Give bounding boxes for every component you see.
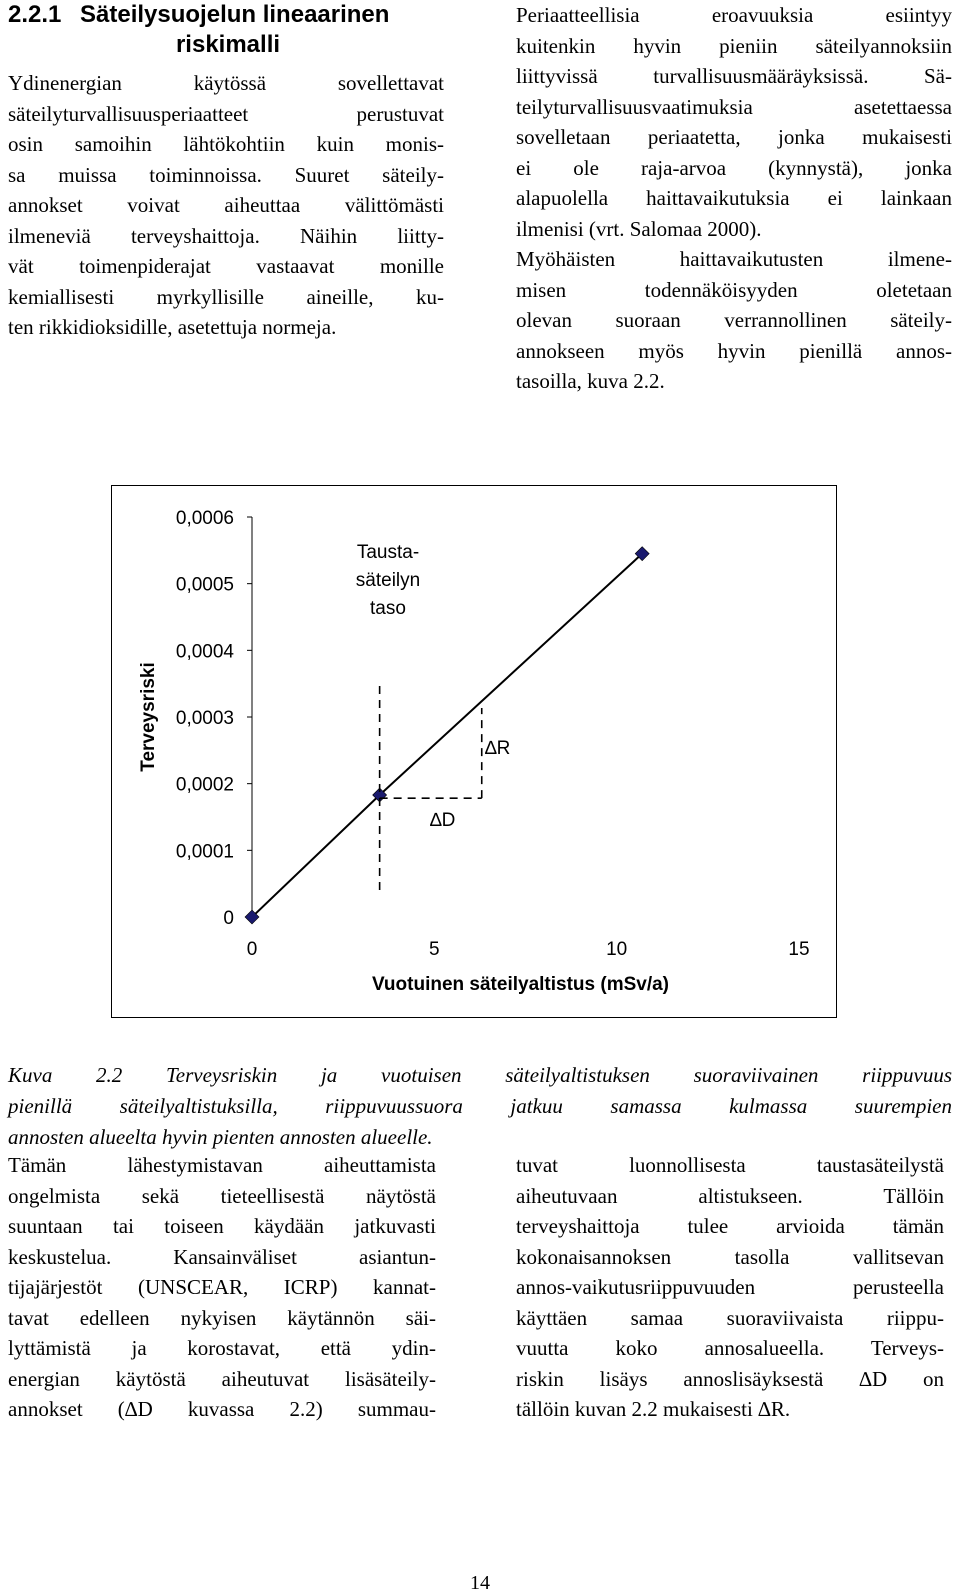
background-level-label: Tausta- — [356, 542, 420, 563]
delta-d-label: ∆D — [430, 810, 456, 831]
text-line: Ydinenergian käytössä sovellettavat — [8, 71, 444, 95]
text-line: Myöhäisten haittavaikutusten ilmene- — [516, 247, 952, 271]
y-axis-label: Terveysriski — [138, 662, 159, 772]
text-line: tuvat luonnollisesta taustasäteilystä — [516, 1153, 944, 1177]
page-number: 14 — [470, 1572, 490, 1594]
top-left-paragraph — [8, 68, 444, 343]
y-tick-label: 0,0002 — [175, 774, 234, 796]
text-line: vuutta koko annosalueella. Terveys- — [516, 1336, 944, 1360]
y-tick-label: 0,0005 — [175, 574, 234, 596]
text-line: lyttämistä ja korostavat, että ydin- — [8, 1336, 436, 1360]
text-line: teilyturvallisuusvaatimuksia asetettaessa — [516, 94, 952, 119]
text-line: käyttäen samaa suoraviivaista riippu- — [516, 1305, 944, 1330]
text-line: sa muissa toiminnoissa. Suuret säteily- — [8, 162, 444, 187]
text-line: kokonaisannoksen tasolla vallitsevan — [516, 1244, 944, 1269]
y-tick-label: 0,0006 — [175, 508, 234, 529]
text-line: ongelmista sekä tieteellisestä näytöstä — [8, 1183, 436, 1208]
caption-line: annosten alueelta hyvin pienten annosten alueelle. — [8, 1125, 433, 1149]
text-line: annokset voivat aiheuttaa välittömästi — [8, 193, 444, 217]
background-level-label: taso — [370, 598, 406, 619]
figure-caption — [8, 1060, 952, 1153]
series-line — [252, 554, 642, 917]
text-line: annokset (∆D kuvassa 2.2) summau- — [8, 1397, 436, 1421]
text-line: annokseen myös hyvin pienillä annos- — [516, 338, 952, 363]
x-tick-label: 15 — [788, 939, 810, 960]
text-line: Periaatteellisia eroavuuksia esiintyy — [516, 3, 952, 27]
text-line: tasoilla, kuva 2.2. — [516, 369, 665, 393]
x-axis-label: Vuotuinen säteilyaltistus (mSv/a) — [371, 974, 670, 995]
text-line: keskustelua. Kansainväliset asiantun- — [8, 1244, 436, 1269]
y-tick-label: 0,0003 — [175, 708, 234, 729]
text-line: olevan suoraan verrannollinen säteily- — [516, 308, 952, 332]
text-line: suuntaan tai toiseen käydään jatkuvasti — [8, 1214, 436, 1238]
text-line: energian käytöstä aiheutuvat lisäsäteily- — [8, 1366, 436, 1391]
x-tick-label: 10 — [606, 939, 628, 960]
caption-line: pienillä säteilyaltistuksilla, riippuvuussuora jatkuu samassa kulmassa suurempien — [8, 1094, 952, 1118]
bottom-left-paragraph — [8, 1150, 436, 1425]
text-line: tavat edelleen nykyisen käytännön säi- — [8, 1305, 436, 1330]
section-number: 2.2.1 — [8, 1, 62, 28]
y-tick-label: 0 — [223, 908, 234, 929]
text-line: misen todennäköisyyden oletetaan — [516, 277, 952, 302]
section-title-line2: riskimalli — [175, 31, 281, 58]
x-tick-label: 5 — [429, 939, 440, 960]
text-line: sovelletaan periaatetta, jonka mukaisesti — [516, 125, 952, 149]
text-line: ei ole raja-arvoa (kynnystä), jonka — [516, 155, 952, 180]
text-line: annos-vaikutusriippuvuuden perusteella — [516, 1275, 944, 1299]
figure-chart — [111, 485, 837, 1018]
delta-r-label: ∆R — [485, 738, 511, 759]
bottom-right-paragraph — [516, 1150, 944, 1425]
text-line: osin samoihin lähtökohtiin kuin monis- — [8, 132, 444, 156]
section-title-line1: Säteilysuojelun lineaarinen — [80, 1, 390, 28]
text-line: ten rikkidioksidille, asetettuja normeja. — [8, 315, 337, 339]
text-line: kuitenkin hyvin pieniin säteilyannoksiin — [516, 33, 952, 58]
top-right-paragraph — [516, 0, 952, 397]
chart-svg — [112, 486, 838, 1019]
text-line: aiheutuvaan altistukseen. Tällöin — [516, 1183, 944, 1208]
y-tick-label: 0,0004 — [175, 641, 234, 663]
text-line: tijajärjestöt (UNSCEAR, ICRP) kannat- — [8, 1275, 436, 1299]
caption-line: Kuva 2.2 Terveysriskin ja vuotuisen säteilyaltistuksen suoraviivainen riippuvuus — [8, 1063, 952, 1087]
section-heading — [8, 0, 448, 60]
x-tick-label: 0 — [246, 939, 258, 960]
text-line: ilmeneviä terveyshaittoja. Näihin liitty- — [8, 223, 444, 248]
y-tick-label: 0,0001 — [175, 841, 234, 863]
text-line: vät toimenpiderajat vastaavat monille — [8, 254, 444, 278]
text-line: kemiallisesti myrkyllisille aineille, ku- — [8, 284, 444, 309]
text-line: säteilyturvallisuusperiaatteet perustuvat — [8, 101, 444, 126]
text-line: riskin lisäys annoslisäyksestä ∆D on — [516, 1366, 944, 1391]
text-line: tällöin kuvan 2.2 mukaisesti ∆R. — [516, 1397, 791, 1421]
background-level-label: säteilyn — [355, 570, 421, 591]
text-line: liittyvissä turvallisuusmääräyksissä. Sä- — [516, 64, 952, 88]
text-line: Tämän lähestymistavan aiheuttamista — [8, 1153, 436, 1177]
text-line: terveyshaittoja tulee arvioida tämän — [516, 1214, 944, 1238]
text-line: alapuolella haittavaikutuksia ei lainkaan — [516, 186, 952, 210]
text-line: ilmenisi (vrt. Salomaa 2000). — [516, 216, 762, 241]
